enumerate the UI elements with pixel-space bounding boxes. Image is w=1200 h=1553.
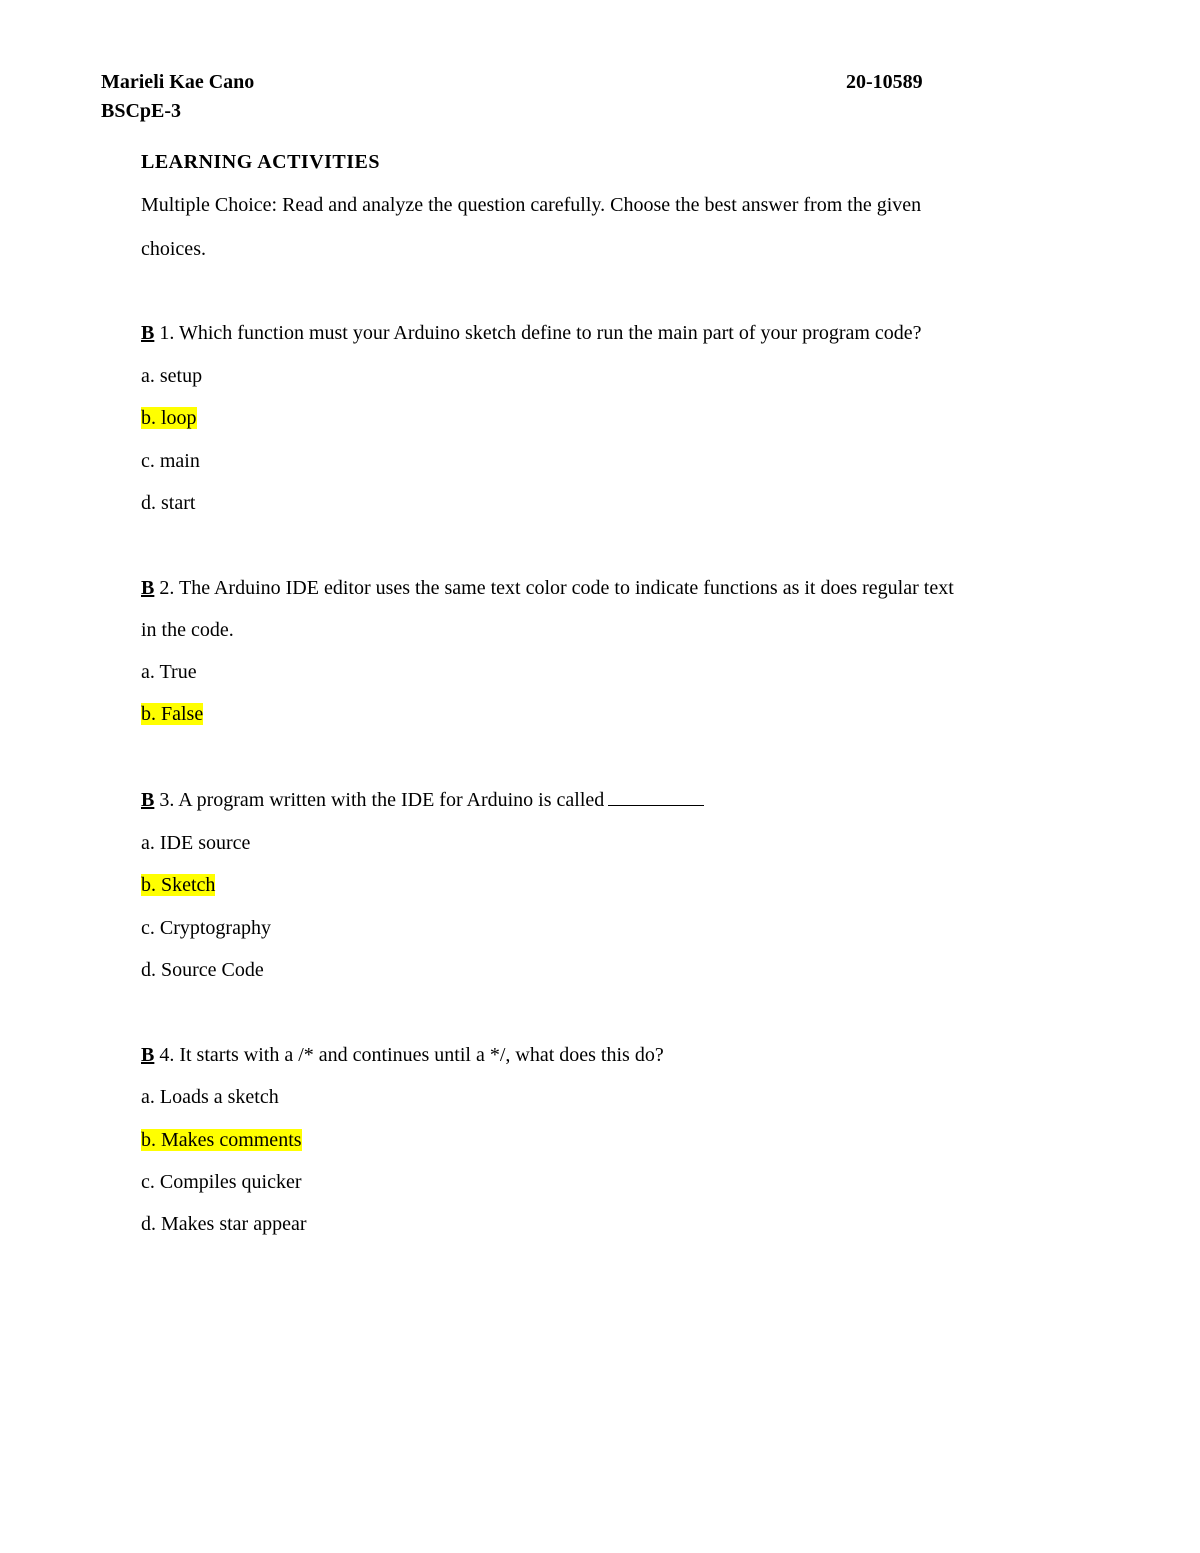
question-1 xyxy=(141,321,922,345)
instructions-line-1: Multiple Choice: Read and analyze the question carefully. Choose the best answer from the given xyxy=(141,194,922,216)
answer-key-2: B xyxy=(141,577,155,599)
answer-blank xyxy=(608,787,704,806)
q3-choice-c xyxy=(141,916,271,940)
q3-choice-a xyxy=(141,831,250,855)
q4-choice-c xyxy=(141,1170,302,1194)
q1-choice-a xyxy=(141,364,202,388)
choice-label: a. setup xyxy=(141,365,203,387)
student-name: Marieli Kae Cano xyxy=(101,71,255,93)
activity-title: LEARNING ACTIVITIES xyxy=(141,151,381,173)
choice-label: d. Makes star appear xyxy=(141,1213,307,1235)
choice-label: a. IDE source xyxy=(141,832,251,854)
question-4 xyxy=(141,1043,664,1067)
answer-key-3: B xyxy=(141,789,155,811)
choice-label-highlighted: b. False xyxy=(141,703,204,725)
q4-choice-b xyxy=(141,1128,302,1152)
q3-choice-b xyxy=(141,873,215,897)
answer-key-4: B xyxy=(141,1044,155,1066)
q4-choice-d xyxy=(141,1212,307,1236)
q1-choice-b xyxy=(141,406,197,430)
q1-choice-c xyxy=(141,449,200,473)
question-3-text: 3. A program written with the IDE for Arduino is called xyxy=(154,789,605,811)
question-1-text: 1. Which function must your Arduino sketch define to run the main part of your program code? xyxy=(154,322,922,344)
choice-label: c. main xyxy=(141,450,200,472)
choice-label-highlighted: b. Makes comments xyxy=(141,1129,302,1151)
question-3 xyxy=(141,787,704,812)
answer-key-1: B xyxy=(141,322,155,344)
choice-label: a. Loads a sketch xyxy=(141,1086,279,1108)
choice-label: c. Compiles quicker xyxy=(141,1171,302,1193)
student-section: BSCpE-3 xyxy=(101,100,182,122)
q3-choice-d xyxy=(141,958,264,982)
q1-choice-d xyxy=(141,491,195,515)
question-2-continuation: in the code. xyxy=(141,619,234,641)
choice-label: a. True xyxy=(141,661,197,683)
q2-choice-a xyxy=(141,660,197,684)
choice-label-highlighted: b. loop xyxy=(141,407,197,429)
question-4-text: 4. It starts with a /* and continues until a */, what does this do? xyxy=(154,1044,664,1066)
q2-choice-b xyxy=(141,702,203,726)
q4-choice-a xyxy=(141,1085,279,1109)
choice-label: d. start xyxy=(141,492,196,514)
question-2 xyxy=(141,576,954,600)
instructions-line-2: choices. xyxy=(141,238,206,260)
question-2-text: 2. The Arduino IDE editor uses the same text color code to indicate functions as it does regular text xyxy=(154,577,954,599)
choice-label-highlighted: b. Sketch xyxy=(141,874,216,896)
choice-label: c. Cryptography xyxy=(141,917,271,939)
student-id: 20-10589 xyxy=(846,71,923,93)
choice-label: d. Source Code xyxy=(141,959,264,981)
